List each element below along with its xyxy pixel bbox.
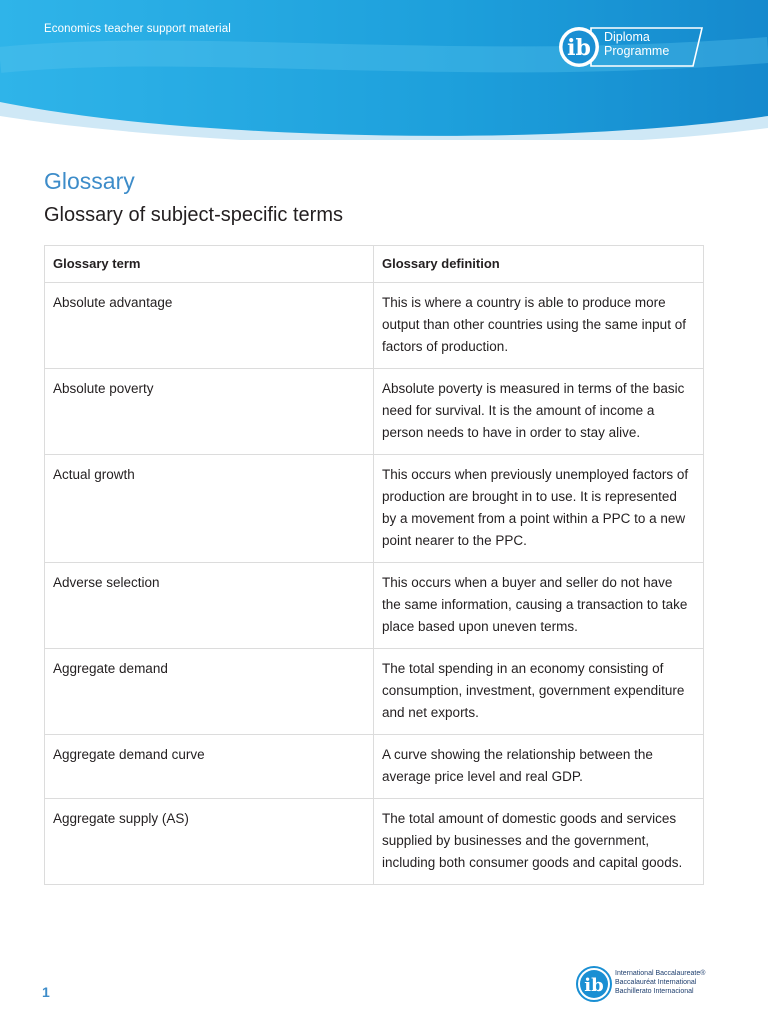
table-row (45, 735, 704, 799)
page-subtitle: Glossary of subject-specific terms (44, 204, 343, 226)
ib-name-spanish: Bachillerato Internacional (615, 988, 694, 995)
glossary-term: Absolute poverty (45, 369, 374, 455)
ib-name-english: International Baccalaureate® (615, 970, 706, 977)
header-wave-graphic (0, 0, 768, 140)
ib-footer-logo (576, 966, 716, 1002)
page-number: 1 (42, 984, 50, 1000)
ib-footer-icon (576, 966, 612, 1002)
glossary-term: Aggregate demand curve (45, 735, 374, 799)
glossary-term: Actual growth (45, 455, 374, 563)
diploma-programme-logo (557, 25, 705, 69)
svg-text:ib: ib (567, 35, 591, 61)
document-series-label: Economics teacher support material (44, 23, 231, 35)
glossary-definition: A curve showing the relationship between the average price level and real GDP. (374, 735, 704, 799)
page-title: Glossary (44, 168, 135, 194)
page-header-banner (0, 0, 768, 140)
column-header-term: Glossary term (45, 246, 374, 283)
table-row (45, 649, 704, 735)
glossary-definition: This occurs when previously unemployed factors of production are brought in to use. It is represented by a movement from a point within a PPC to a new point nearer to the PPC. (374, 455, 704, 563)
logo-line-programme: Programme (604, 44, 670, 58)
glossary-term: Aggregate supply (AS) (45, 799, 374, 885)
glossary-term: Aggregate demand (45, 649, 374, 735)
column-header-definition: Glossary definition (374, 246, 704, 283)
table-row (45, 369, 704, 455)
diploma-programme-text (604, 30, 669, 58)
glossary-definition: The total spending in an economy consisting of consumption, investment, government expenditure and net exports. (374, 649, 704, 735)
svg-text:ib: ib (584, 975, 604, 996)
glossary-definition: The total amount of domestic goods and services supplied by businesses and the government, including both consumer goods and capital goods. (374, 799, 704, 885)
table-row (45, 283, 704, 369)
ib-footer-names (615, 969, 705, 996)
glossary-definition: This occurs when a buyer and seller do not have the same information, causing a transaction to take place based upon uneven terms. (374, 563, 704, 649)
table-row (45, 455, 704, 563)
glossary-definition: Absolute poverty is measured in terms of the basic need for survival. It is the amount of income a person needs to have in order to stay alive. (374, 369, 704, 455)
glossary-term: Absolute advantage (45, 283, 374, 369)
glossary-table (44, 245, 704, 885)
ib-name-french: Baccalauréat International (615, 979, 697, 986)
table-row (45, 799, 704, 885)
table-header-row (45, 246, 704, 283)
table-row (45, 563, 704, 649)
glossary-definition: This is where a country is able to produce more output than other countries using the same input of factors of production. (374, 283, 704, 369)
logo-line-diploma: Diploma (604, 30, 650, 44)
glossary-term: Adverse selection (45, 563, 374, 649)
